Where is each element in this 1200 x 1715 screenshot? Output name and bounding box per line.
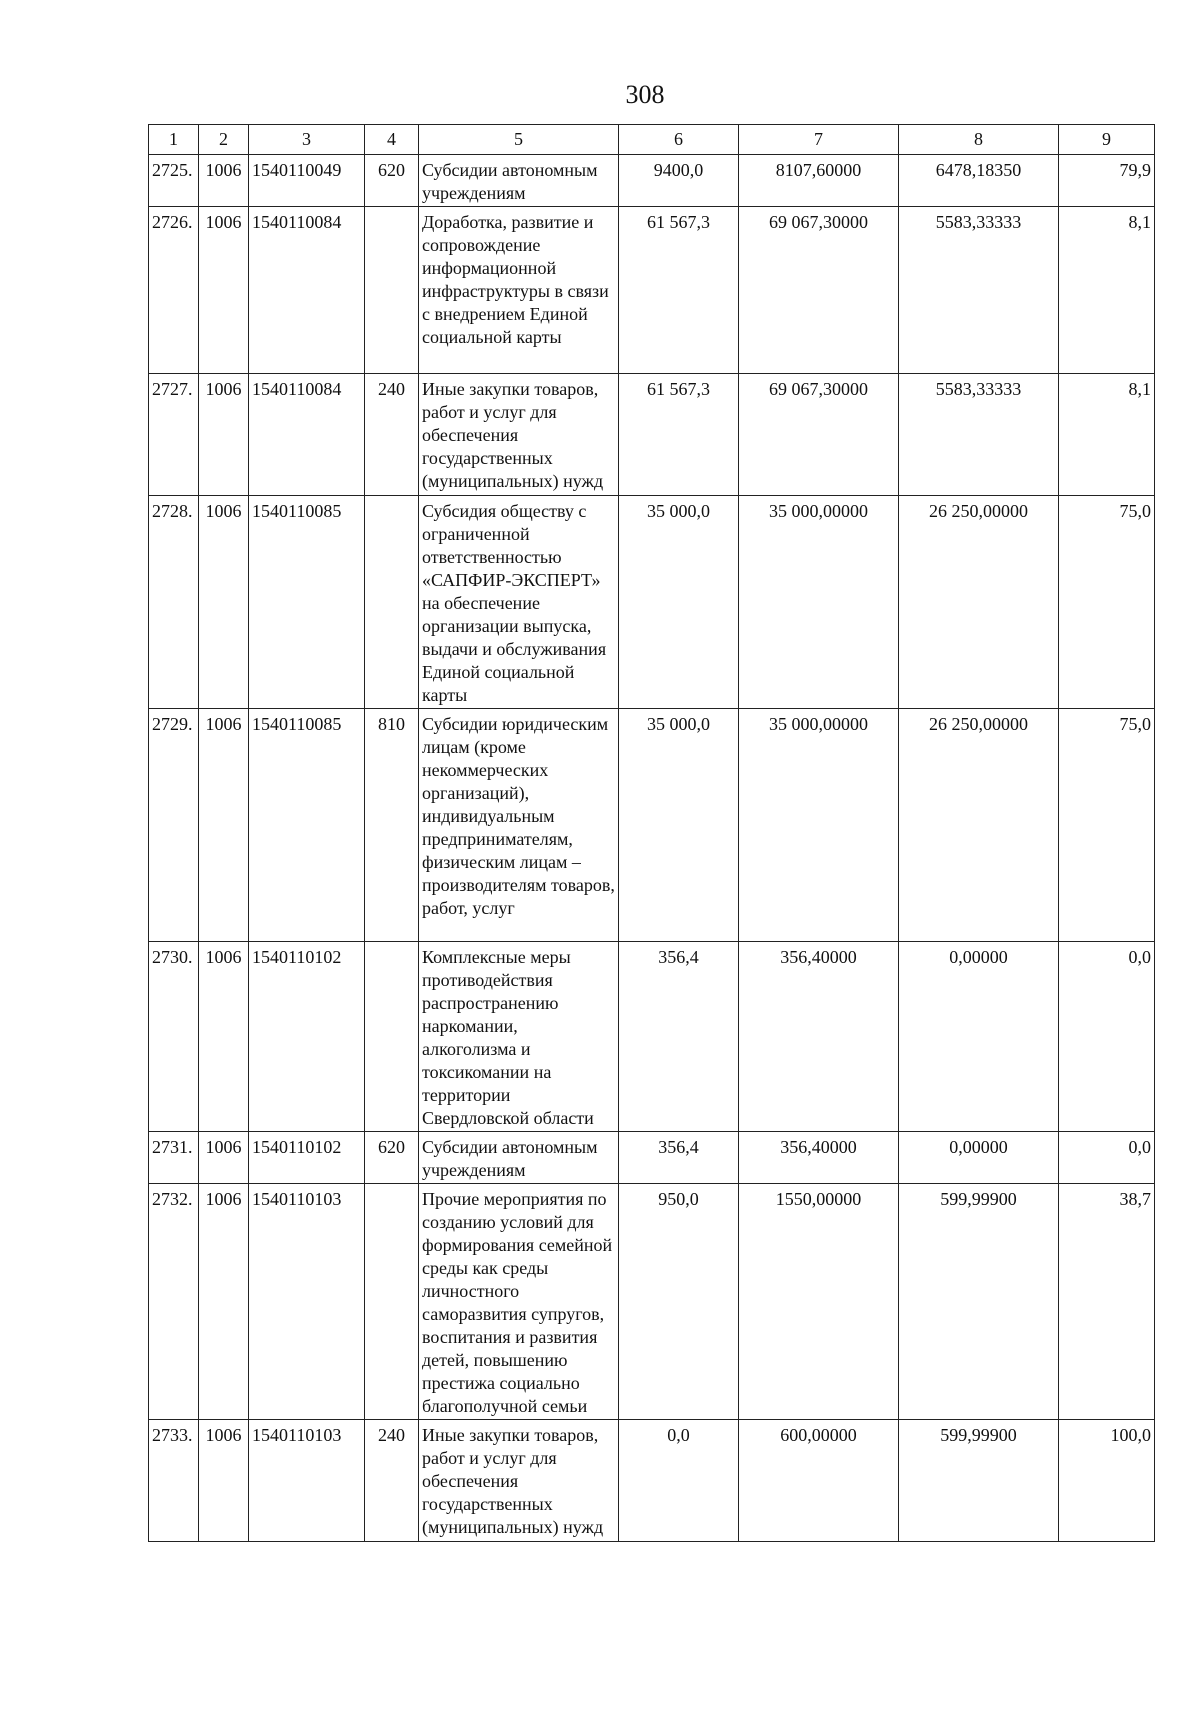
row-number: 2731. (149, 1132, 199, 1184)
column-header: 8 (899, 125, 1059, 155)
table-row (149, 709, 1155, 942)
value-col-6: 35 000,0 (619, 709, 739, 942)
column-header: 2 (199, 125, 249, 155)
value-col-8: 26 250,00000 (899, 496, 1059, 709)
percent-col-9: 100,0 (1059, 1420, 1155, 1542)
row-number: 2733. (149, 1420, 199, 1542)
value-col-7: 35 000,00000 (739, 496, 899, 709)
column-header: 3 (249, 125, 365, 155)
header-row (149, 125, 1155, 155)
item-name: Иные закупки товаров, работ и услуг для обеспечения государственных (муниципальных) нужд (419, 1420, 619, 1542)
percent-col-9: 0,0 (1059, 942, 1155, 1132)
table-row (149, 496, 1155, 709)
value-col-8: 599,99900 (899, 1184, 1059, 1420)
item-name: Комплексные меры противодействия распространению наркомании, алкоголизма и токсикомании на территории Свердловской области (419, 942, 619, 1132)
value-col-6: 950,0 (619, 1184, 739, 1420)
section-code: 1006 (199, 942, 249, 1132)
expense-type-code: 240 (365, 374, 419, 496)
value-col-7: 69 067,30000 (739, 207, 899, 374)
expense-type-code: 620 (365, 1132, 419, 1184)
target-article-code: 1540110103 (249, 1184, 365, 1420)
percent-col-9: 0,0 (1059, 1132, 1155, 1184)
target-article-code: 1540110102 (249, 1132, 365, 1184)
table-row (149, 374, 1155, 496)
column-header: 9 (1059, 125, 1155, 155)
target-article-code: 1540110084 (249, 374, 365, 496)
percent-col-9: 79,9 (1059, 155, 1155, 207)
row-number: 2728. (149, 496, 199, 709)
table-row (149, 1184, 1155, 1420)
target-article-code: 1540110085 (249, 709, 365, 942)
section-code: 1006 (199, 207, 249, 374)
value-col-7: 35 000,00000 (739, 709, 899, 942)
section-code: 1006 (199, 496, 249, 709)
value-col-6: 356,4 (619, 1132, 739, 1184)
value-col-6: 61 567,3 (619, 207, 739, 374)
expense-type-code (365, 1184, 419, 1420)
target-article-code: 1540110084 (249, 207, 365, 374)
value-col-8: 5583,33333 (899, 374, 1059, 496)
value-col-8: 26 250,00000 (899, 709, 1059, 942)
expense-type-code: 620 (365, 155, 419, 207)
value-col-7: 1550,00000 (739, 1184, 899, 1420)
row-number: 2726. (149, 207, 199, 374)
value-col-7: 600,00000 (739, 1420, 899, 1542)
section-code: 1006 (199, 1132, 249, 1184)
row-number: 2725. (149, 155, 199, 207)
column-header: 5 (419, 125, 619, 155)
target-article-code: 1540110049 (249, 155, 365, 207)
row-number: 2727. (149, 374, 199, 496)
value-col-7: 8107,60000 (739, 155, 899, 207)
table-row (149, 207, 1155, 374)
column-header: 7 (739, 125, 899, 155)
value-col-6: 0,0 (619, 1420, 739, 1542)
value-col-6: 35 000,0 (619, 496, 739, 709)
value-col-7: 356,40000 (739, 942, 899, 1132)
percent-col-9: 75,0 (1059, 496, 1155, 709)
value-col-8: 6478,18350 (899, 155, 1059, 207)
value-col-8: 5583,33333 (899, 207, 1059, 374)
table-row (149, 155, 1155, 207)
column-header: 6 (619, 125, 739, 155)
expense-type-code (365, 207, 419, 374)
column-header: 1 (149, 125, 199, 155)
percent-col-9: 75,0 (1059, 709, 1155, 942)
section-code: 1006 (199, 155, 249, 207)
section-code: 1006 (199, 1184, 249, 1420)
section-code: 1006 (199, 1420, 249, 1542)
target-article-code: 1540110085 (249, 496, 365, 709)
target-article-code: 1540110103 (249, 1420, 365, 1542)
row-number: 2732. (149, 1184, 199, 1420)
target-article-code: 1540110102 (249, 942, 365, 1132)
value-col-8: 0,00000 (899, 942, 1059, 1132)
row-number: 2730. (149, 942, 199, 1132)
value-col-7: 356,40000 (739, 1132, 899, 1184)
value-col-6: 61 567,3 (619, 374, 739, 496)
value-col-6: 356,4 (619, 942, 739, 1132)
table-row (149, 1420, 1155, 1542)
table-row (149, 942, 1155, 1132)
expense-type-code: 810 (365, 709, 419, 942)
section-code: 1006 (199, 374, 249, 496)
item-name: Прочие мероприятия по созданию условий для формирования семейной среды как среды личностного саморазвития супругов, воспитания и развития детей, повышению престижа социально благополучной семьи (419, 1184, 619, 1420)
expense-type-code: 240 (365, 1420, 419, 1542)
percent-col-9: 38,7 (1059, 1184, 1155, 1420)
row-number: 2729. (149, 709, 199, 942)
item-name: Субсидия обществу с ограниченной ответственностью «САПФИР-ЭКСПЕРТ» на обеспечение организации выпуска, выдачи и обслуживания Единой социальной карты (419, 496, 619, 709)
budget-table (148, 124, 1155, 1542)
table-row (149, 1132, 1155, 1184)
value-col-8: 599,99900 (899, 1420, 1059, 1542)
item-name: Иные закупки товаров, работ и услуг для обеспечения государственных (муниципальных) нужд (419, 374, 619, 496)
value-col-6: 9400,0 (619, 155, 739, 207)
value-col-7: 69 067,30000 (739, 374, 899, 496)
percent-col-9: 8,1 (1059, 374, 1155, 496)
percent-col-9: 8,1 (1059, 207, 1155, 374)
expense-type-code (365, 496, 419, 709)
expense-type-code (365, 942, 419, 1132)
item-name: Субсидии юридическим лицам (кроме некоммерческих организаций), индивидуальным предпринимателям, физическим лицам – производителям товаров, работ, услуг (419, 709, 619, 942)
section-code: 1006 (199, 709, 249, 942)
page-number: 308 (625, 80, 665, 109)
value-col-8: 0,00000 (899, 1132, 1059, 1184)
item-name: Доработка, развитие и сопровождение информационной инфраструктуры в связи с внедрением Единой социальной карты (419, 207, 619, 374)
column-header: 4 (365, 125, 419, 155)
item-name: Субсидии автономным учреждениям (419, 155, 619, 207)
item-name: Субсидии автономным учреждениям (419, 1132, 619, 1184)
